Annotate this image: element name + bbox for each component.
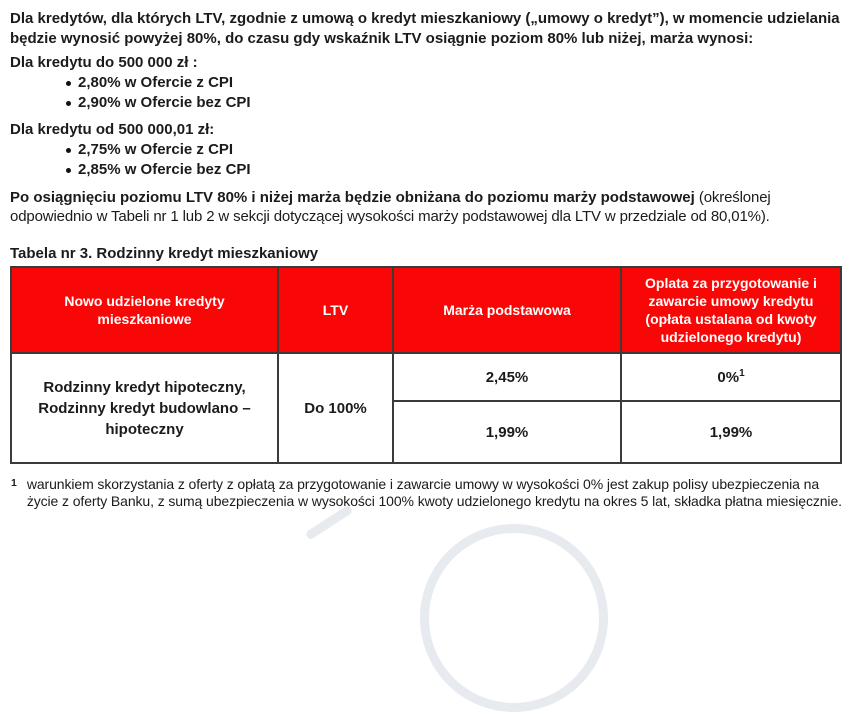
bullet-icon — [66, 148, 71, 153]
list-item — [10, 73, 840, 93]
footnote-text: warunkiem skorzystania z oferty z opłatą za przygotowanie i zawarcie umowy w wysokości 0% jest zakup polisy ubezpieczenia na życie z oferty Banku, z sumą ubezpieczenia w wysokości 100% kwoty udzielonego kredytu na okres 5 lat, składka płatna miesięcznie. — [26, 476, 842, 509]
product-line: Rodzinny kredyt hipoteczny, — [43, 378, 246, 396]
note-regular-text: (określonej odpowiednio w Tabeli nr 1 lub 2 w sekcji dotyczącej wysokości marży podstawowej dla LTV w przedziale od 80,01%). — [10, 189, 771, 225]
note-bold-text: Po osiągnięciu poziomu LTV 80% i niżej marża będzie obniżana do poziomu marży podstawowej — [10, 189, 695, 206]
column-header-oplata: Oplata za przygotowanie i zawarcie umowy kredytu (opłata ustalana od kwoty udzielonego kredytu) — [621, 267, 841, 353]
ltv-note-paragraph — [10, 188, 842, 226]
cell-ltv-value: Do 100% — [278, 353, 393, 463]
column-header-ltv: LTV — [278, 267, 393, 353]
list-item — [10, 160, 840, 180]
footnote — [10, 476, 844, 510]
bullet-icon — [66, 168, 71, 173]
bullet-list-up-to-500k — [10, 73, 840, 113]
footnote-reference: 1 — [739, 368, 745, 379]
table-caption: Tabela nr 3. Rodzinny kredyt mieszkaniowy — [10, 245, 319, 262]
cell-oplata-row2 — [621, 401, 841, 463]
section-heading-over-500k: Dla kredytu od 500 000,01 zł: — [10, 121, 215, 138]
cell-product-names — [11, 353, 278, 463]
bullet-icon — [66, 81, 71, 86]
bullet-list-over-500k — [10, 140, 840, 180]
bullet-text: 2,90% w Ofercie bez CPI — [78, 94, 251, 111]
oplata-value: 0% — [717, 369, 740, 386]
bullet-text: 2,80% w Ofercie z CPI — [78, 74, 234, 91]
section-heading-up-to-500k: Dla kredytu do 500 000 zł : — [10, 54, 198, 71]
list-item — [10, 93, 840, 113]
column-header-marza: Marża podstawowa — [393, 267, 621, 353]
watermark-shape-arc — [420, 524, 608, 712]
bullet-icon — [66, 101, 71, 106]
cell-marza-row2: 1,99% — [393, 401, 621, 463]
list-item — [10, 140, 840, 160]
bullet-text: 2,75% w Ofercie z CPI — [78, 141, 234, 158]
table-rodzinny-kredyt — [10, 266, 842, 464]
product-line: Rodzinny kredyt budowlano – — [38, 399, 251, 417]
product-line: hipoteczny — [105, 420, 184, 438]
bullet-text: 2,85% w Ofercie bez CPI — [78, 161, 251, 178]
column-header-nowo-udzielone: Nowo udzielone kredyty mieszkaniowe — [11, 267, 278, 353]
intro-paragraph: Dla kredytów, dla których LTV, zgodnie z umową o kredyt mieszkaniowy („umowy o kredyt”), w momencie udzielania będzie wynosić powyżej 80%, do czasu gdy wskaźnik LTV osiągnie poziom 80% lub niżej, marża wynosi: — [10, 10, 840, 47]
table-row — [11, 353, 841, 401]
cell-marza-row1: 2,45% — [393, 353, 621, 401]
table-header-row — [11, 267, 841, 353]
footnote-marker: 1 — [11, 477, 17, 489]
oplata-value: 1,99% — [709, 424, 753, 441]
cell-oplata-row1 — [621, 353, 841, 401]
